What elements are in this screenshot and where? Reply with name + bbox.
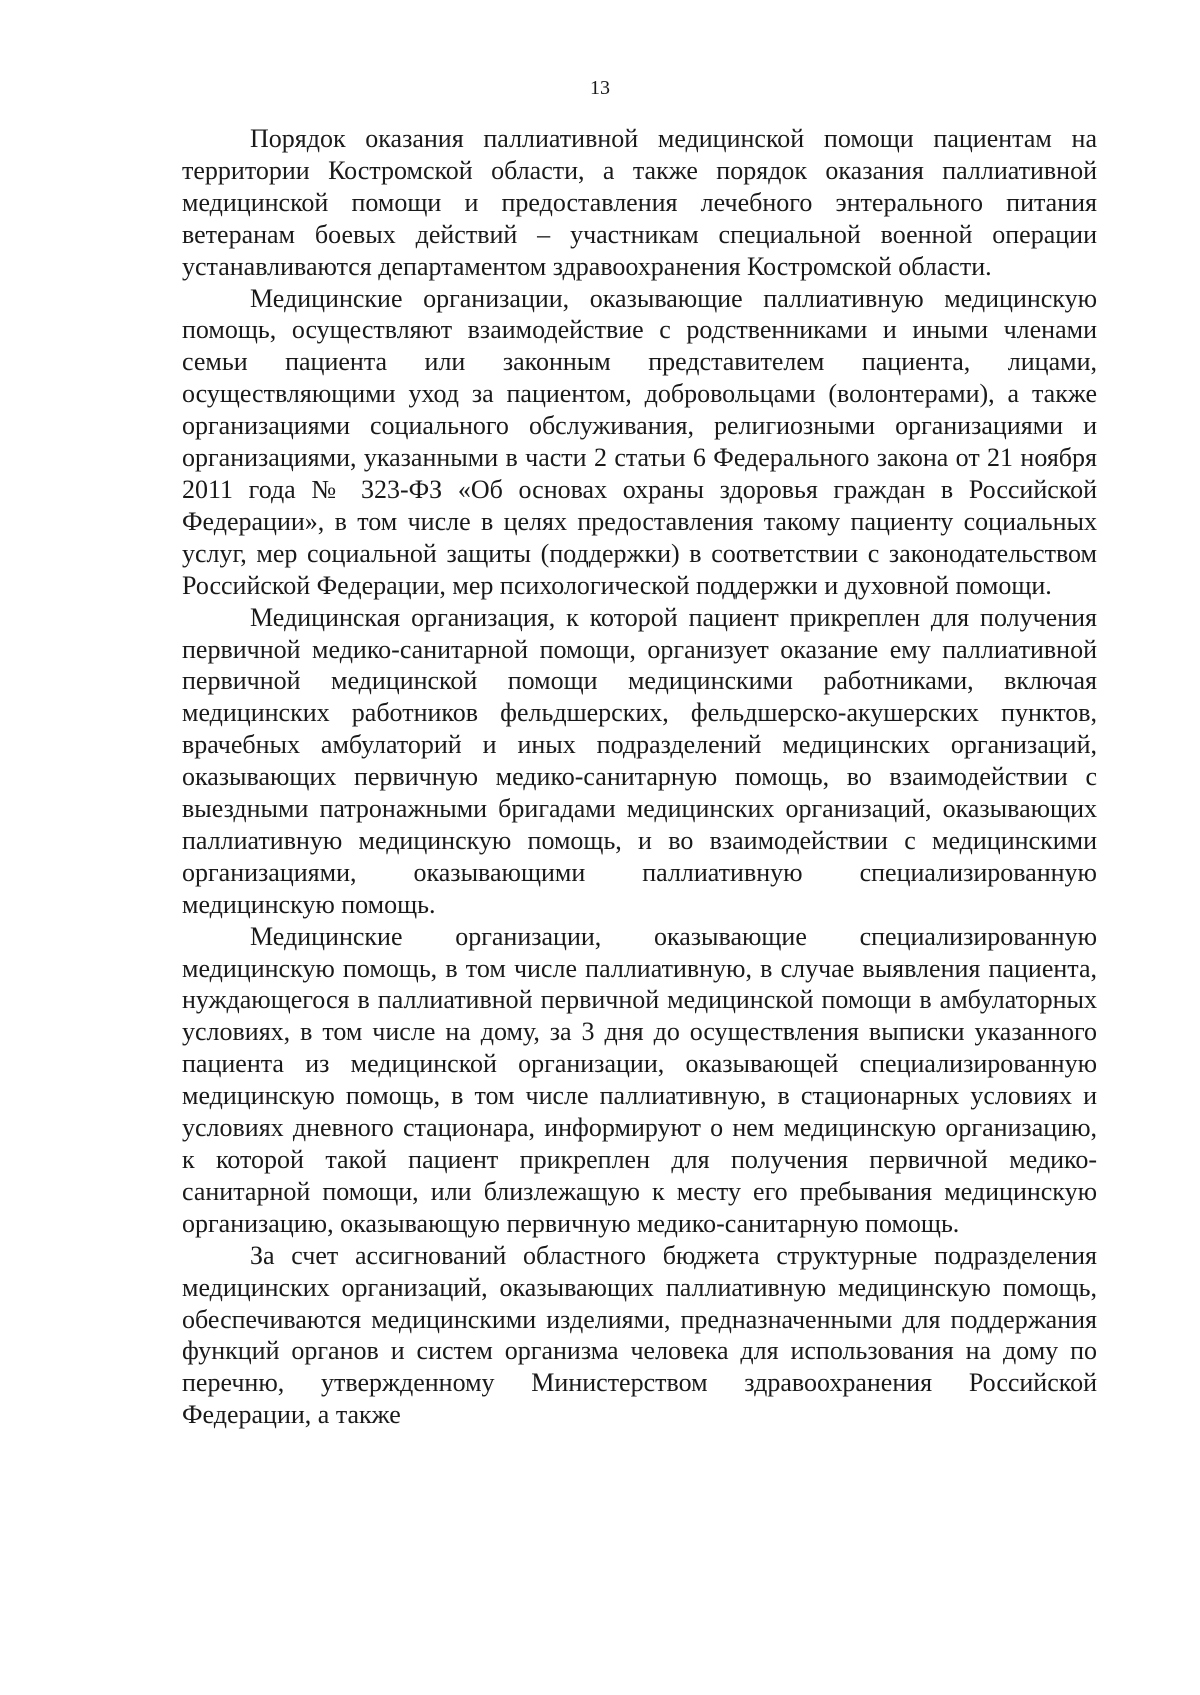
paragraph-discharge-notification: Медицинские организации, оказывающие специализированную медицинскую помощь, в том числе паллиативную, в случае выявления пациента, нуждающегося в паллиативной первичной медицинской помощи в амбулаторных условиях, в том числе на дому, за 3 дня до осуществления выписки указанного пациента из медицинской организации, оказывающей специализированную медицинскую помощь, в том числе паллиативную, в стационарных условиях и условиях дневного стационара, информируют о нем медицинскую организацию, к которой такой пациент прикреплен для получения первичной медико-санитарной помощи, или близлежащую к месту его пребывания медицинскую организацию, оказывающую первичную медико-санитарную помощь.: [182, 921, 1097, 1238]
paragraph-palliative-procedure: Порядок оказания паллиативной медицинской помощи пациентам на территории Костромской области, а также порядок оказания паллиативной медицинской помощи и предоставления лечебного энтерального питания ветеранам боевых действий – участникам специальной военной операции устанавливаются департаментом здравоохранения Костромской области.: [182, 124, 1097, 281]
page-number: 13: [590, 77, 610, 99]
document-body: [182, 123, 1097, 1431]
paragraph-primary-care-organization: Медицинская организация, к которой пациент прикреплен для получения первичной медико-санитарной помощи, организует оказание ему паллиативной первичной медицинской помощи медицинскими работниками, включая медицинских работников фельдшерских, фельдшерско-акушерских пунктов, врачебных амбулаторий и иных подразделений медицинских организаций, оказывающих первичную медико-санитарную помощь, во взаимодействии с выездными патронажными бригадами медицинских организаций, оказывающих паллиативную медицинскую помощь, и во взаимодействии с медицинскими организациями, оказывающими паллиативную специализированную медицинскую помощь.: [182, 602, 1097, 919]
paragraph-budget-funding: За счет ассигнований областного бюджета структурные подразделения медицинских организаций, оказывающих паллиативную медицинскую помощь, обеспечиваются медицинскими изделиями, предназначенными для поддержания функций органов и систем организма человека для использования на дому по перечню, утвержденному Министерством здравоохранения Российской Федерации, а также: [182, 1240, 1097, 1430]
paragraph-interaction-with-relatives: Медицинские организации, оказывающие паллиативную медицинскую помощь, осуществляют взаимодействие с родственниками и иными членами семьи пациента или законным представителем пациента, лицами, осуществляющими уход за пациентом, добровольцами (волонтерами), а также организациями социального обслуживания, религиозными организациями и организациями, указанными в части 2 статьи 6 Федерального закона от 21 ноября 2011 года № 323-ФЗ «Об основах охраны здоровья граждан в Российской Федерации», в том числе в целях предоставления такому пациенту социальных услуг, мер социальной защиты (поддержки) в соответствии с законодательством Российской Федерации, мер психологической поддержки и духовной помощи.: [182, 283, 1097, 600]
